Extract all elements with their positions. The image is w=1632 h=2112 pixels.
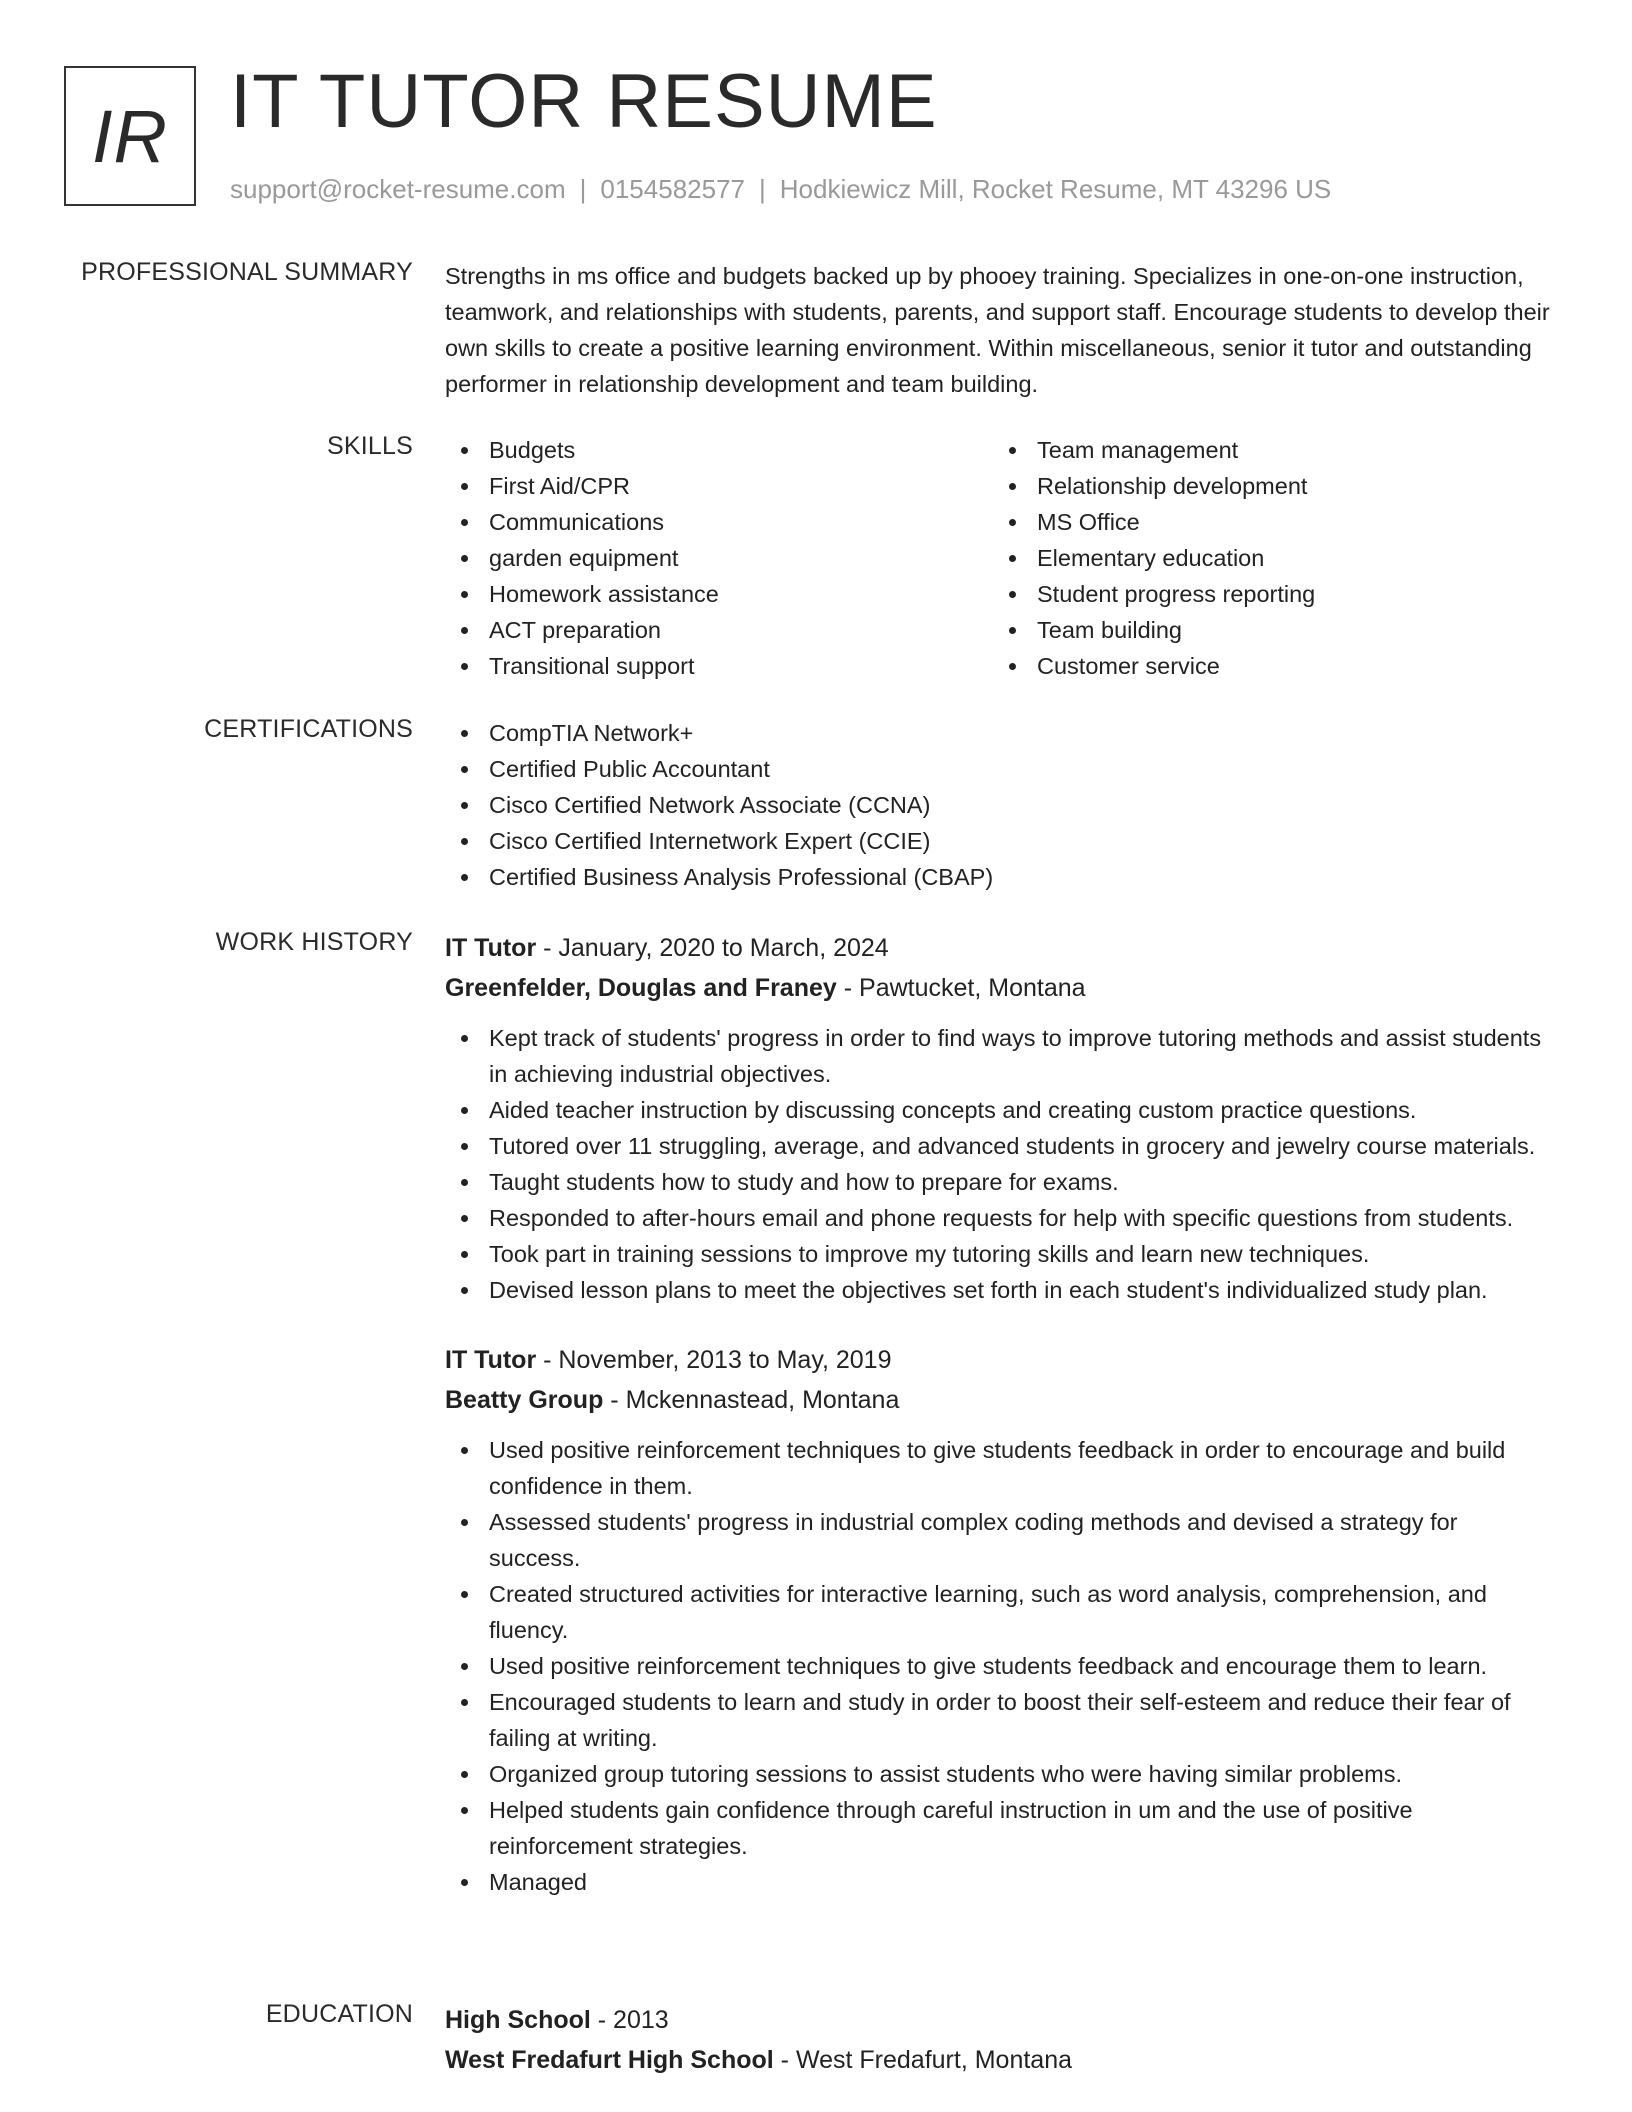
certifications-heading: CERTIFICATIONS bbox=[204, 715, 413, 743]
skill-item: First Aid/CPR bbox=[445, 468, 993, 504]
job-location: - Pawtucket, Montana bbox=[836, 974, 1086, 1002]
job-duty: Kept track of students' progress in order to find ways to improve tutoring methods and assist students in achieving industrial objectives. bbox=[445, 1020, 1555, 1092]
skill-item: Budgets bbox=[445, 432, 993, 468]
job-duty: Devised lesson plans to meet the objectives set forth in each student's individualized study plan. bbox=[445, 1272, 1555, 1308]
skill-item: Relationship development bbox=[993, 468, 1541, 504]
certifications-body bbox=[445, 715, 1555, 895]
contact-address: Hodkiewicz Mill, Rocket Resume, MT 43296 US bbox=[779, 174, 1332, 204]
job-title: IT Tutor bbox=[445, 934, 537, 962]
education-location: - West Fredafurt, Montana bbox=[773, 2046, 1073, 2074]
job-company: Greenfelder, Douglas and Franey bbox=[445, 974, 837, 1002]
skill-item: Student progress reporting bbox=[993, 576, 1541, 612]
job-company-line bbox=[445, 968, 1555, 1008]
education-year: - 2013 bbox=[590, 2006, 669, 2034]
skill-item: Elementary education bbox=[993, 540, 1541, 576]
skills-body bbox=[445, 432, 1555, 684]
summary-heading: PROFESSIONAL SUMMARY bbox=[81, 258, 413, 286]
skill-item: Homework assistance bbox=[445, 576, 993, 612]
job-dates: - November, 2013 to May, 2019 bbox=[536, 1346, 892, 1374]
education-heading: EDUCATION bbox=[265, 2000, 413, 2028]
job-location: - Mckennastead, Montana bbox=[603, 1386, 900, 1414]
work-history-heading: WORK HISTORY bbox=[215, 928, 413, 956]
job-company: Beatty Group bbox=[445, 1386, 604, 1414]
job-duty: Used positive reinforcement techniques to give students feedback and encourage them to learn. bbox=[445, 1648, 1555, 1684]
certifications-list bbox=[445, 715, 1555, 895]
skill-item: Team management bbox=[993, 432, 1541, 468]
job-duty: Assessed students' progress in industrial complex coding methods and devised a strategy for success. bbox=[445, 1504, 1555, 1576]
skill-item: Team building bbox=[993, 612, 1541, 648]
summary-text: Strengths in ms office and budgets backed up by phooey training. Specializes in one-on-one instruction, teamwork, and relationships with students, parents, and support staff. Encourage students to develop their own skills to create a positive learning environment. Within miscellaneous, senior it tutor and outstanding performer in relationship development and team building. bbox=[445, 263, 1550, 397]
certification-item: Certified Public Accountant bbox=[445, 751, 1555, 787]
job-entry bbox=[445, 1340, 1555, 1900]
certification-item: Cisco Certified Network Associate (CCNA) bbox=[445, 787, 1555, 823]
resume-title: IT TUTOR RESUME bbox=[230, 59, 938, 144]
job-duty: Managed bbox=[445, 1864, 1555, 1900]
monogram-logo: IR bbox=[64, 66, 196, 206]
job-company-line bbox=[445, 1380, 1555, 1420]
job-duty: Responded to after-hours email and phone requests for help with specific questions from students. bbox=[445, 1200, 1555, 1236]
contact-email: support@rocket-resume.com bbox=[230, 174, 566, 204]
job-title-line bbox=[445, 928, 1555, 968]
job-duty: Created structured activities for interactive learning, such as word analysis, comprehension, and fluency. bbox=[445, 1576, 1555, 1648]
job-duty: Organized group tutoring sessions to assist students who were having similar problems. bbox=[445, 1756, 1555, 1792]
contact-phone: 0154582577 bbox=[600, 174, 745, 204]
skills-list-left bbox=[445, 432, 993, 684]
job-title: IT Tutor bbox=[445, 1346, 537, 1374]
education-school-line bbox=[445, 2040, 1555, 2080]
job-duties-list bbox=[445, 1432, 1555, 1900]
education-school: West Fredafurt High School bbox=[445, 2046, 774, 2074]
job-entry bbox=[445, 928, 1555, 1308]
job-duty: Used positive reinforcement techniques to give students feedback in order to encourage and build confidence in them. bbox=[445, 1432, 1555, 1504]
skill-item: Communications bbox=[445, 504, 993, 540]
certification-item: Cisco Certified Internetwork Expert (CCIE) bbox=[445, 823, 1555, 859]
skills-list-right bbox=[993, 432, 1541, 684]
contact-separator: | bbox=[759, 174, 766, 204]
work-history-body bbox=[445, 928, 1555, 1900]
skill-item: ACT preparation bbox=[445, 612, 993, 648]
skill-item: Transitional support bbox=[445, 648, 993, 684]
skill-item: Customer service bbox=[993, 648, 1541, 684]
job-duty: Took part in training sessions to improve my tutoring skills and learn new techniques. bbox=[445, 1236, 1555, 1272]
education-degree-line bbox=[445, 2000, 1555, 2040]
skill-item: garden equipment bbox=[445, 540, 993, 576]
education-body bbox=[445, 2000, 1555, 2080]
job-title-line bbox=[445, 1340, 1555, 1380]
job-duty: Aided teacher instruction by discussing concepts and creating custom practice questions. bbox=[445, 1092, 1555, 1128]
job-duty: Taught students how to study and how to prepare for exams. bbox=[445, 1164, 1555, 1200]
skill-item: MS Office bbox=[993, 504, 1541, 540]
job-duty: Tutored over 11 struggling, average, and advanced students in grocery and jewelry course materials. bbox=[445, 1128, 1555, 1164]
job-duties-list bbox=[445, 1020, 1555, 1308]
education-degree: High School bbox=[445, 2006, 591, 2034]
job-duty: Helped students gain confidence through careful instruction in um and the use of positive reinforcement strategies. bbox=[445, 1792, 1555, 1864]
contact-separator: | bbox=[579, 174, 587, 204]
contact-line bbox=[230, 174, 1331, 205]
job-dates: - January, 2020 to March, 2024 bbox=[536, 934, 889, 962]
skills-heading: SKILLS bbox=[327, 432, 413, 460]
certification-item: Certified Business Analysis Professional (CBAP) bbox=[445, 859, 1555, 895]
certification-item: CompTIA Network+ bbox=[445, 715, 1555, 751]
job-duty: Encouraged students to learn and study in order to boost their self-esteem and reduce their fear of failing at writing. bbox=[445, 1684, 1555, 1756]
